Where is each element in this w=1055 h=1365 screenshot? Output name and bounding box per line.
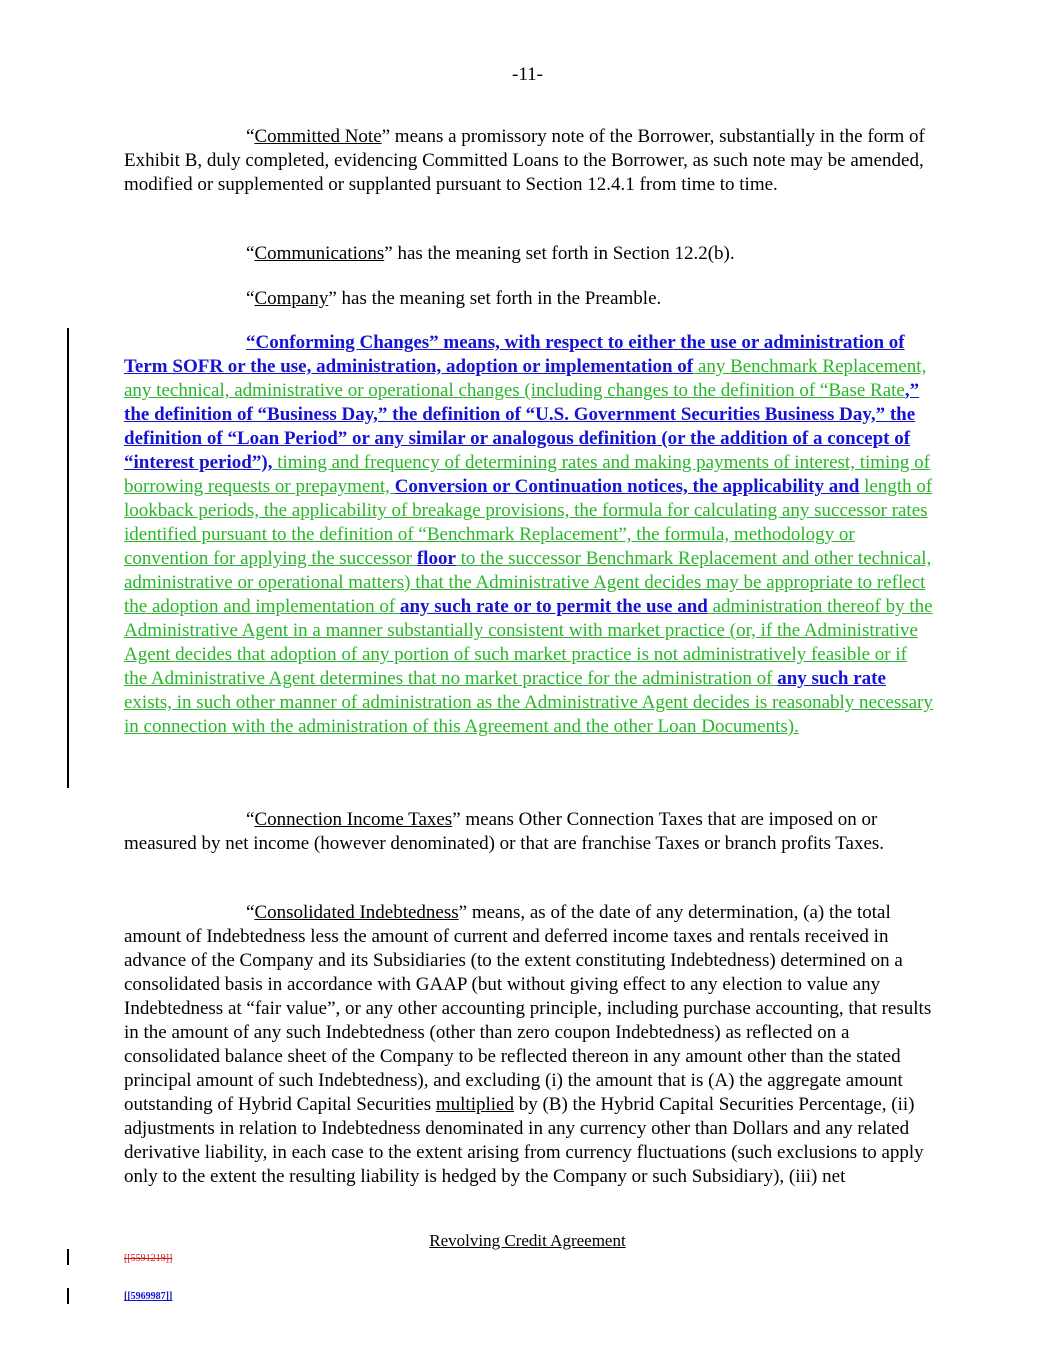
definition-text: ” means a promissory note of the Borrower, substantially in the form of Exhibit B, duly completed, evidencing Committed Loans to the Borrower, as such note may be amended, modified or supplemented or supplanted pursuant to Section 12.4.1 from time to time. (124, 126, 925, 195)
inserted-text-green: administration thereof by the Administrative Agent in a manner substantially consistent with market practice (or, if the Administrative Agent decides that adoption of any portion of such market practice is not administratively feasible or if the Administrative Agent determines that no market practice for the administration of (124, 596, 933, 689)
inserted-text-green: any Benchmark Replacement, any technical, administrative or operational changes (including changes to the definition of “Base Rate (124, 356, 927, 401)
definition-committed-note (124, 125, 934, 197)
inserted-text-green: exists, in such other manner of administration as the Administrative Agent decides is reasonably necessary in connection with the administration of this Agreement and the other Loan Documents). (124, 692, 933, 737)
inserted-text-blue: any such rate (777, 668, 886, 689)
footer-title: Revolving Credit Agreement (429, 1231, 626, 1250)
definition-company (124, 287, 934, 311)
definition-conforming-changes (124, 331, 934, 739)
open-quote: “ (246, 902, 255, 923)
defined-term: Connection Income Taxes (254, 809, 453, 830)
definition-text: ” has the meaning set forth in Section 12.2(b). (384, 243, 735, 264)
definition-text: ” means Other Connection Taxes that are imposed on or measured by net income (however denominated) or that are franchise Taxes or branch profits Taxes. (124, 809, 885, 854)
change-bar (67, 328, 69, 788)
defined-term: Committed Note (254, 126, 382, 147)
inserted-text-blue: Conversion or Continuation notices, the applicability and (394, 476, 860, 497)
page-number: -11- (512, 64, 543, 85)
defined-term: Company (254, 288, 329, 309)
inserted-text-green: timing and frequency of determining rates and making payments of interest, timing of borrowing requests or prepayment, (124, 452, 930, 497)
multiplied-term: multiplied (435, 1094, 514, 1115)
definition-communications (124, 242, 934, 266)
inserted-text-blue: ,” the definition of “Business Day,” the definition of “U.S. Government Securities Business Day,” the definition of “Loan Period” or any similar or analogous definition (or the addition of a concept of “interest period”), (124, 380, 920, 473)
inserted-text-green: length of lookback periods, the applicability of breakage provisions, the formula for calculating any successor rates identified pursuant to the definition of “Benchmark Replacement”, the formula, methodology or convention for applying the successor (124, 476, 933, 569)
definition-connection-income-taxes (124, 808, 934, 856)
change-bar (67, 1249, 69, 1265)
inserted-text-blue: any such rate or to permit the use and (399, 596, 708, 617)
definition-text: ” means, as of the date of any determination, (a) the total amount of Indebtedness less the amount of current and deferred income taxes and rentals received in advance of the Company and its Subsidiaries (to the extent constituting Indebtedness) determined on a consolidated basis in accordance with GAAP (but without giving effect to any election to value any Indebtedness at “fair value”, or any other accounting principle, including purchase accounting, that results in the amount of any such Indebtedness (other than zero coupon Indebtedness) as reflected on a consolidated balance sheet of the Company to be reflected thereon in any amount other than the stated principal amount of such Indebtedness), and excluding (i) the amount that is (A) the aggregate amount outstanding of Hybrid Capital Securities (124, 902, 932, 1115)
defined-term: Communications (254, 243, 385, 264)
open-quote: “ (246, 243, 255, 264)
change-bar (67, 1288, 69, 1304)
definition-consolidated-indebtedness (124, 901, 934, 1189)
doc-id-deleted: [[5591219]] (124, 1253, 173, 1264)
open-quote: “ (246, 288, 255, 309)
open-quote: “ (246, 126, 255, 147)
open-quote: “ (246, 809, 255, 830)
definition-text: by (B) the Hybrid Capital Securities Percentage, (ii) adjustments in relation to Indebtedness denominated in any currency other than Dollars and any related derivative liability, in each case to the extent arising from currency fluctuations (such exclusions to apply only to the extent the resulting liability is hedged by the Company or such Subsidiary), (iii) net (124, 1094, 924, 1187)
doc-id-inserted: [[5969987]] (124, 1291, 173, 1302)
inserted-text-blue: floor (416, 548, 456, 569)
definition-text: ” has the meaning set forth in the Preamble. (328, 288, 662, 309)
inserted-text-blue: “Conforming Changes” means, with respect to either the use or administration of Term SOFR or the use, administration, adoption or implementation of (124, 332, 905, 377)
inserted-text-green: to the successor Benchmark Replacement and other technical, administrative or operational matters) that the Administrative Agent decides may be appropriate to reflect the adoption and implementation of (124, 548, 932, 617)
defined-term: Consolidated Indebtedness (254, 902, 459, 923)
